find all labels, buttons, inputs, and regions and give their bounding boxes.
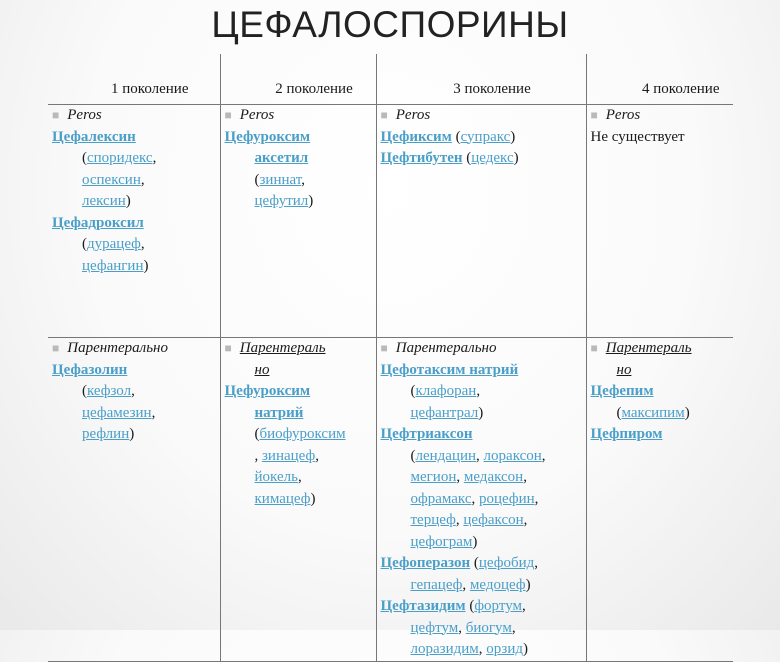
parenteral-row: [48, 338, 733, 662]
drug-link[interactable]: Цефепим: [590, 383, 654, 399]
brand-link[interactable]: максипим: [621, 404, 685, 421]
drug-link[interactable]: Цефпиром: [590, 426, 663, 442]
brand-link[interactable]: зинацеф: [262, 447, 316, 464]
brand-link[interactable]: кимацеф: [254, 490, 311, 507]
drug-link[interactable]: Цефуроксим: [224, 128, 311, 145]
bullet-icon: ■: [590, 341, 598, 355]
brand-link[interactable]: медоцеф: [469, 576, 526, 593]
brand-link[interactable]: дурацеф: [87, 236, 141, 252]
brand-link[interactable]: цефограм: [410, 533, 473, 550]
brand-link[interactable]: гепацеф: [410, 576, 463, 593]
bullet-icon: ■: [224, 108, 232, 122]
page-title: ЦЕФАЛОСПОРИНЫ: [211, 4, 569, 45]
bullet-icon: ■: [380, 108, 388, 122]
cell-peros-gen-4: ■ Peros Не существует: [586, 105, 733, 338]
brand-link[interactable]: цефантрал: [410, 404, 479, 421]
brand-link[interactable]: кефзол: [87, 383, 132, 399]
drug-link[interactable]: Цефиксим: [380, 128, 452, 145]
drug-link[interactable]: Цефуроксим: [224, 383, 311, 399]
drug-link[interactable]: Цефтибутен: [380, 150, 463, 166]
drug-link[interactable]: Цефадроксил: [52, 214, 144, 231]
brand-link[interactable]: цедекс: [471, 150, 514, 166]
bullet-icon: ■: [590, 108, 598, 122]
bullet-icon: ■: [52, 341, 60, 355]
brand-link[interactable]: цефтум: [410, 619, 459, 636]
brand-link[interactable]: клафоран: [415, 383, 477, 399]
drug-link[interactable]: аксетил: [254, 150, 309, 166]
brand-link[interactable]: йокель: [254, 469, 298, 485]
header-gen-3: 3 поколение: [376, 54, 586, 105]
brand-link[interactable]: супракс: [460, 128, 511, 145]
bullet-icon: ■: [380, 341, 388, 355]
cell-parenteral-gen-4: ■ Парентераль но Цефепим (максипим) Цефпиром: [586, 338, 733, 662]
brand-link[interactable]: цефамезин: [82, 404, 152, 421]
cell-peros-gen-1: ■ Peros Цефалексин (споридекс, оспексин, лексин) Цефадроксил (дурацеф, цефангин): [48, 105, 220, 338]
brand-link[interactable]: медаксон: [463, 469, 524, 485]
brand-link[interactable]: споридекс: [87, 150, 153, 166]
brand-link[interactable]: фортум: [474, 598, 522, 614]
brand-link[interactable]: терцеф: [410, 512, 456, 528]
peros-row: [48, 105, 733, 338]
brand-link[interactable]: лоразидим: [410, 641, 479, 657]
drug-link[interactable]: Цефотаксим натрий: [380, 361, 519, 378]
brand-link[interactable]: рефлин: [82, 426, 130, 442]
cell-parenteral-gen-1: ■ Парентерально Цефазолин (кефзол, цефамезин, рефлин): [48, 338, 220, 662]
drug-link[interactable]: Цефазолин: [52, 361, 128, 378]
brand-link[interactable]: биофуроксим: [259, 426, 346, 442]
bullet-icon: ■: [52, 108, 60, 122]
brand-link[interactable]: зиннат: [259, 171, 302, 188]
brand-link[interactable]: офрамакс: [410, 490, 472, 507]
brand-link[interactable]: цефобид: [478, 555, 535, 571]
brand-link[interactable]: лендацин: [415, 447, 477, 464]
drug-link[interactable]: Цефтазидим: [380, 598, 466, 614]
brand-link[interactable]: орзид: [486, 641, 524, 657]
brand-link[interactable]: мегион: [410, 469, 457, 485]
bullet-icon: ■: [224, 341, 232, 355]
brand-link[interactable]: роцефин: [479, 490, 535, 507]
brand-link[interactable]: цефангин: [82, 257, 144, 274]
header-gen-4: 4 поколение: [586, 54, 733, 105]
brand-link[interactable]: биогум: [465, 619, 512, 636]
not-exists-text: Не существует: [590, 128, 685, 145]
header-gen-2: 2 поколение: [220, 54, 376, 105]
brand-link[interactable]: цефаксон: [463, 512, 524, 528]
drug-link[interactable]: натрий: [254, 404, 304, 421]
cephalosporin-table: [48, 54, 733, 662]
header-row: [48, 54, 733, 105]
drug-link[interactable]: Цефалексин: [52, 128, 136, 145]
brand-link[interactable]: цефутил: [254, 193, 309, 209]
brand-link[interactable]: лексин: [82, 193, 126, 209]
brand-link[interactable]: лораксон: [483, 447, 542, 464]
drug-link[interactable]: Цефоперазон: [380, 555, 471, 571]
header-gen-1: 1 поколение: [48, 54, 220, 105]
brand-link[interactable]: оспексин: [82, 171, 141, 188]
cell-parenteral-gen-3: ■ Парентерально Цефотаксим натрий (клафоран, цефантрал) Цефтриаксон (лендацин, лораксон, мегион, медаксон, офрамакс, роцефин, терцеф, цефаксон, цефограм) Цефоперазон (цефобид, гепацеф, медоцеф) Цефтазидим (фортум, цефтум, биогум, лоразидим, орзид): [376, 338, 586, 662]
cell-peros-gen-2: ■ Peros Цефуроксим аксетил (зиннат, цефутил): [220, 105, 376, 338]
drug-link[interactable]: Цефтриаксон: [380, 426, 473, 442]
cell-peros-gen-3: ■ Peros Цефиксим (супракс) Цефтибутен (цедекс): [376, 105, 586, 338]
cell-parenteral-gen-2: ■ Парентераль но Цефуроксим натрий (биофуроксим , зинацеф, йокель, кимацеф): [220, 338, 376, 662]
